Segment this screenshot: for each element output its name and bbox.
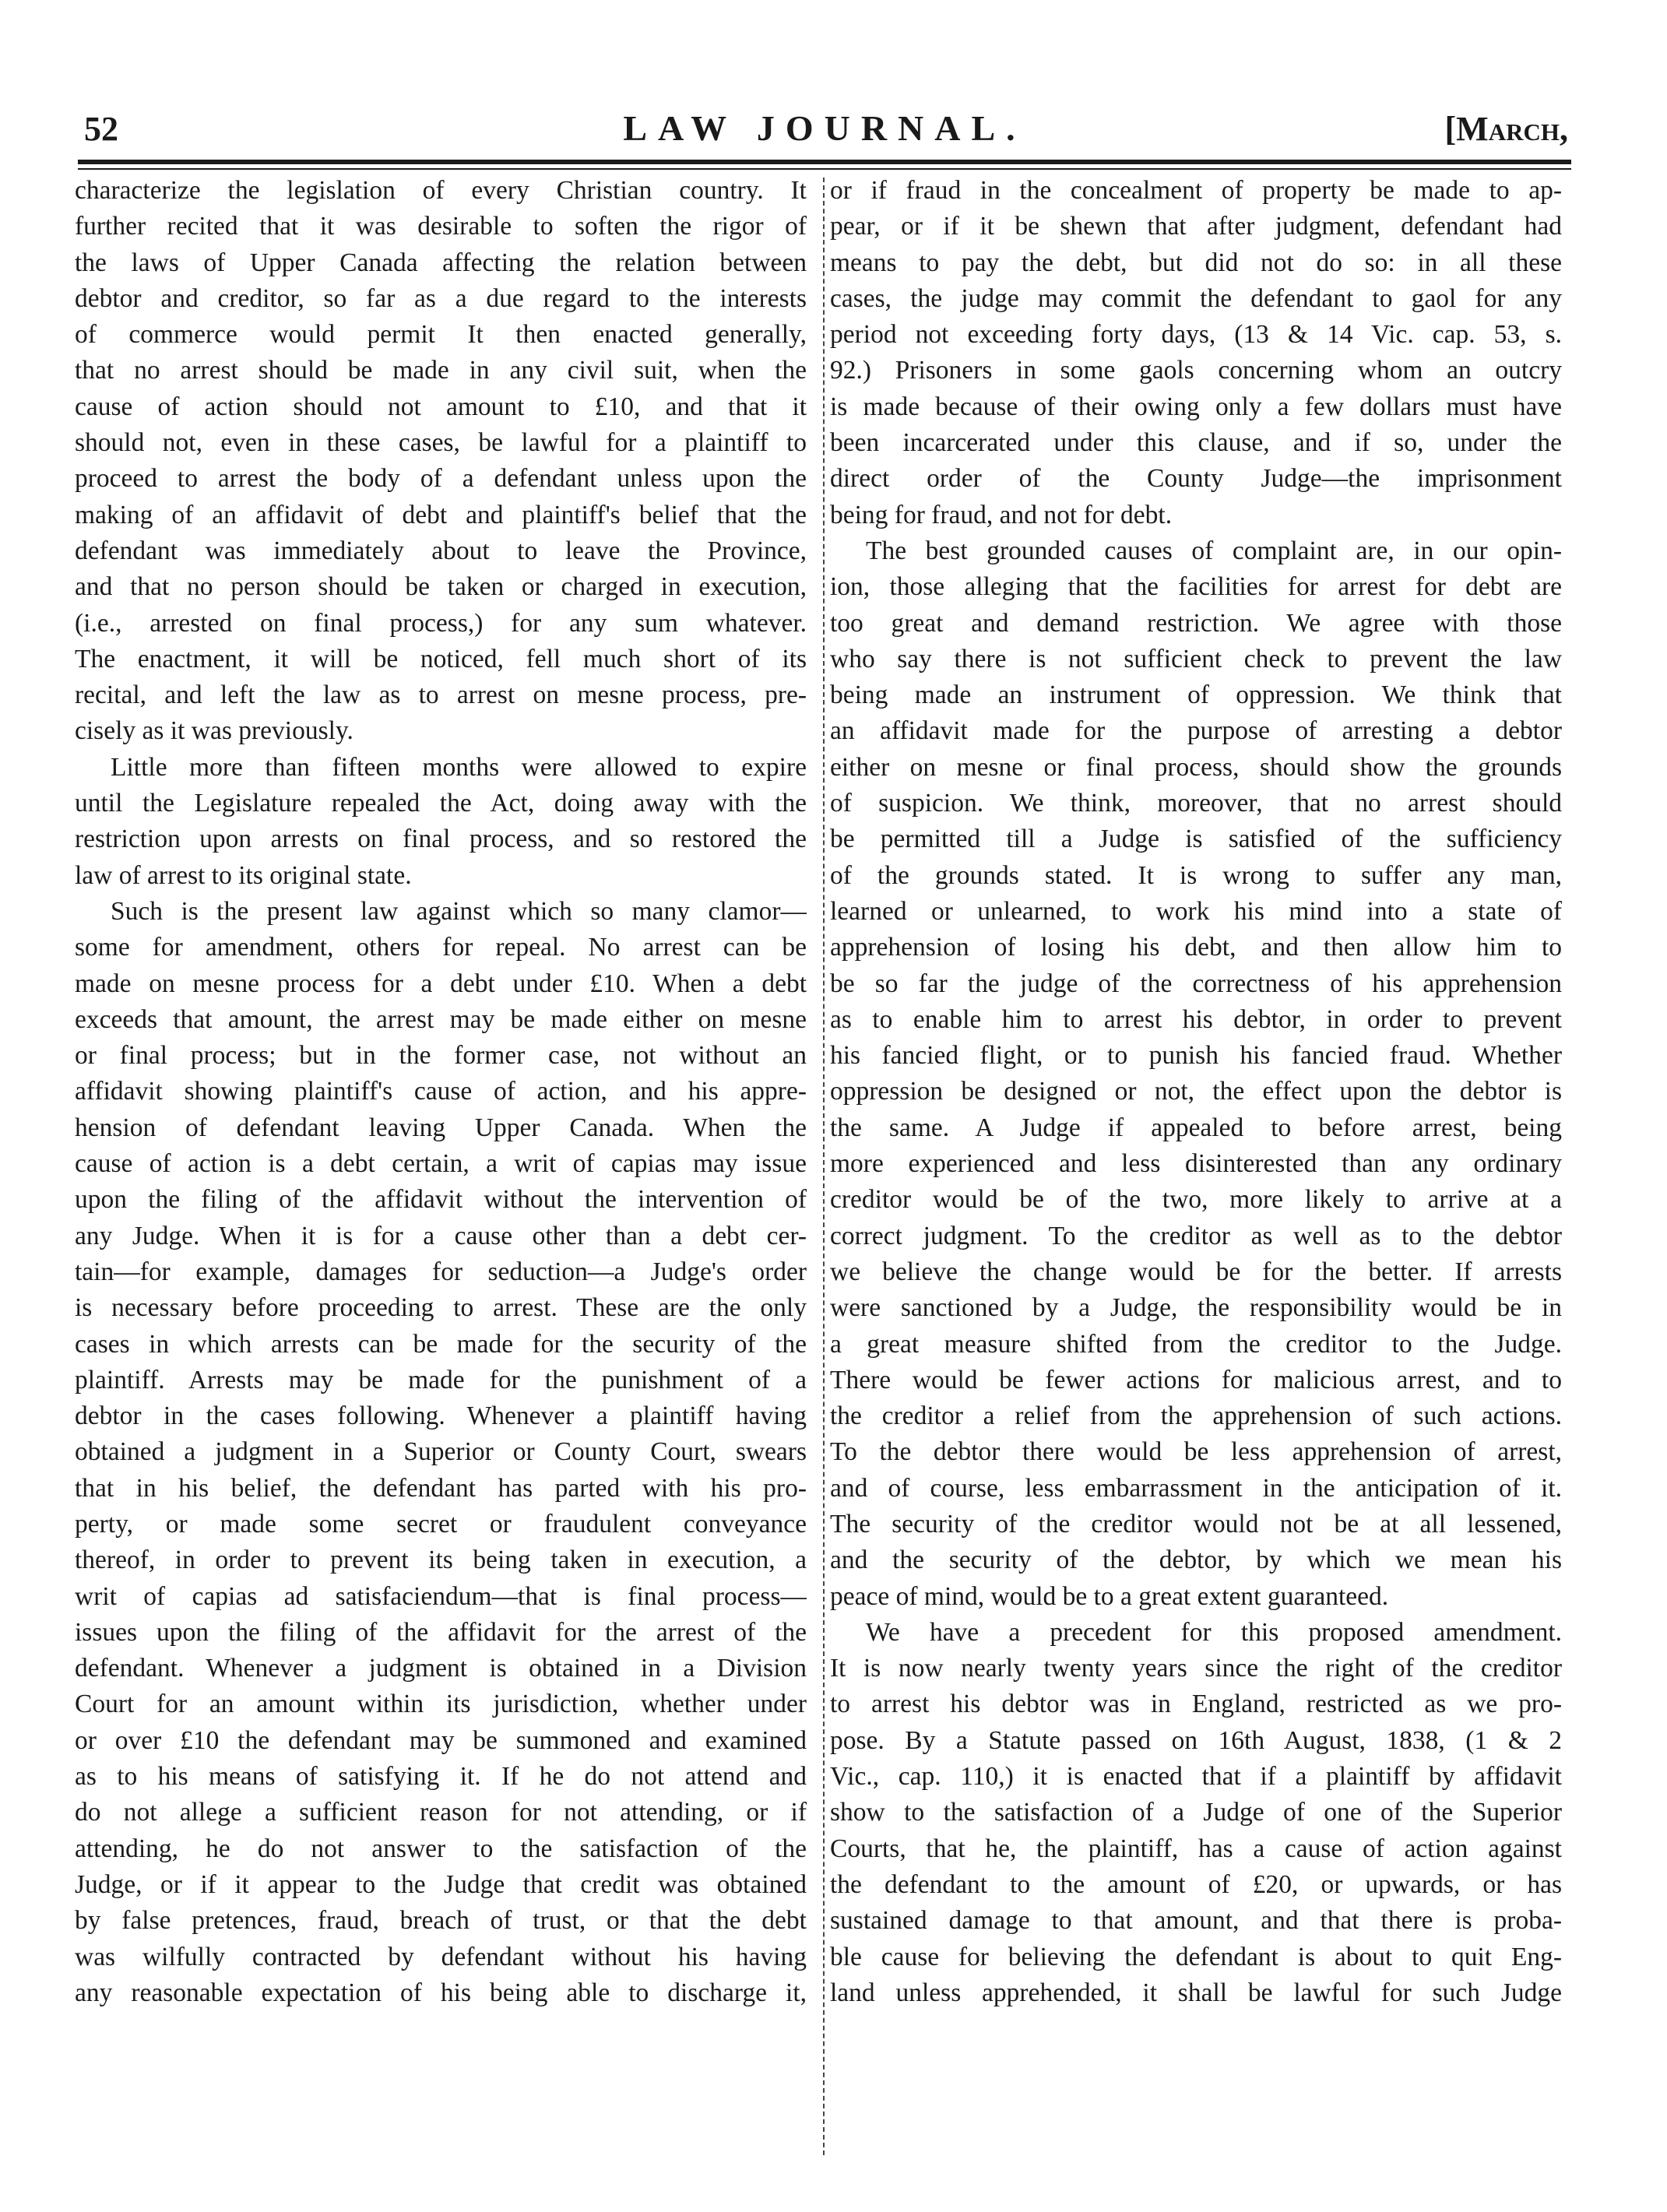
text-line: and that no person should be taken or charged in execution,: [75, 572, 807, 602]
text-line: writ of capias ad satisfaciendum—that is final process—: [75, 1581, 807, 1611]
text-line: learned or unlearned, to work his mind into a state of: [830, 896, 1562, 926]
text-line: exceeds that amount, the arrest may be made either on mesne: [75, 1004, 807, 1034]
text-line: his fancied flight, or to punish his fancied fraud. Whether: [830, 1041, 1562, 1071]
text-line: defendant. Whenever a judgment is obtained in a Division: [75, 1654, 807, 1683]
text-line: perty, or made some secret or fraudulent conveyance: [75, 1509, 807, 1539]
text-line: made on mesne process for a debt under £10. When a debt: [75, 969, 807, 998]
text-line: plaintiff. Arrests may be made for the punishment of a: [75, 1365, 807, 1394]
text-line: proceed to arrest the body of a defendant unless upon the: [75, 464, 807, 494]
text-line: thereof, in order to prevent its being taken in execution, a: [75, 1546, 807, 1575]
text-line: defendant was immediately about to leave the Province,: [75, 536, 807, 565]
text-line: law of arrest to its original state.: [75, 860, 412, 890]
text-line: recital, and left the law as to arrest on mesne process, pre-: [75, 680, 807, 710]
text-line: oppression be designed or not, the effect upon the debtor is: [830, 1077, 1562, 1106]
text-line: of commerce would permit It then enacted generally,: [75, 320, 807, 350]
text-line: 92.) Prisoners in some gaols concerning whom an outcry: [830, 356, 1562, 385]
text-line: any reasonable expectation of his being able to discharge it,: [75, 1978, 807, 2007]
text-line: Courts, that he, the plaintiff, has a cause of action against: [830, 1834, 1562, 1863]
text-line: sustained damage to that amount, and that there is proba-: [830, 1906, 1562, 1936]
text-line: as to his means of satisfying it. If he do not attend and: [75, 1762, 807, 1792]
text-line: restriction upon arrests on final process, and so restored the: [75, 825, 807, 854]
text-line: cause of action should not amount to £10, and that it: [75, 392, 807, 421]
text-line: or if fraud in the concealment of property be made to ap-: [830, 176, 1562, 205]
text-line: is necessary before proceeding to arrest. These are the only: [75, 1293, 807, 1323]
text-line: Court for an amount within its jurisdiction, whether under: [75, 1690, 807, 1719]
text-line: of suspicion. We think, moreover, that no arrest should: [830, 789, 1562, 818]
text-line: any Judge. When it is for a cause other than a debt cer-: [75, 1221, 807, 1250]
text-line: We have a precedent for this proposed amendment.: [866, 1617, 1562, 1647]
text-line: being made an instrument of oppression. We think that: [830, 680, 1562, 710]
text-line: means to pay the debt, but did not do so: in all these: [830, 248, 1562, 277]
text-line: cisely as it was previously.: [75, 716, 353, 746]
text-line: be permitted till a Judge is satisfied of the sufficiency: [830, 825, 1562, 854]
right-column: [830, 173, 1562, 2011]
header-rule-thin: [78, 168, 1571, 170]
text-line: was wilfully contracted by defendant without his having: [75, 1942, 807, 1971]
header-rule-thick: [78, 160, 1571, 164]
text-line: that in his belief, the defendant has parted with his pro-: [75, 1473, 807, 1503]
text-line: the defendant to the amount of £20, or upwards, or has: [830, 1869, 1562, 1899]
text-line: or final process; but in the former case, not without an: [75, 1041, 807, 1071]
text-line: direct order of the County Judge—the imprisonment: [830, 464, 1562, 494]
text-line: the creditor a relief from the apprehension of such actions.: [830, 1401, 1562, 1431]
text-line: peace of mind, would be to a great extent guaranteed.: [830, 1581, 1389, 1611]
text-line: land unless apprehended, it shall be lawful for such Judge: [830, 1978, 1562, 2007]
text-line: further recited that it was desirable to soften the rigor of: [75, 212, 807, 241]
column-divider: [823, 178, 825, 2155]
text-line: cause of action is a debt certain, a writ of capias may issue: [75, 1149, 807, 1179]
text-line: who say there is not sufficient check to prevent the law: [830, 644, 1562, 673]
text-line: pear, or if it be shewn that after judgment, defendant had: [830, 212, 1562, 241]
text-line: ion, those alleging that the facilities for arrest for debt are: [830, 572, 1562, 602]
text-line: cases, the judge may commit the defendant to gaol for any: [830, 283, 1562, 313]
text-line: until the Legislature repealed the Act, doing away with the: [75, 789, 807, 818]
page-number: 52: [84, 110, 118, 148]
text-line: some for amendment, others for repeal. No arrest can be: [75, 933, 807, 962]
text-line: or over £10 the defendant may be summoned and examined: [75, 1725, 807, 1755]
text-line: It is now nearly twenty years since the right of the creditor: [830, 1654, 1562, 1683]
text-line: is made because of their owing only a few dollars must have: [830, 392, 1562, 421]
text-line: obtained a judgment in a Superior or County Court, swears: [75, 1437, 807, 1467]
left-column: [75, 173, 807, 2011]
text-line: upon the filing of the affidavit without the intervention of: [75, 1185, 807, 1215]
text-line: that no arrest should be made in any civil suit, when the: [75, 356, 807, 385]
text-line: Little more than fifteen months were allowed to expire: [111, 752, 807, 782]
text-line: Judge, or if it appear to the Judge that credit was obtained: [75, 1869, 807, 1899]
text-line: hension of defendant leaving Upper Canada. When the: [75, 1113, 807, 1142]
text-line: The security of the creditor would not be at all lessened,: [830, 1509, 1562, 1539]
text-line: an affidavit made for the purpose of arresting a debtor: [830, 716, 1562, 746]
text-line: apprehension of losing his debt, and then allow him to: [830, 933, 1562, 962]
text-line: be so far the judge of the correctness of his apprehension: [830, 969, 1562, 998]
text-line: to arrest his debtor was in England, restricted as we pro-: [830, 1690, 1562, 1719]
text-line: characterize the legislation of every Christian country. It: [75, 176, 807, 205]
text-line: (i.e., arrested on final process,) for any sum whatever.: [75, 608, 807, 638]
text-line: been incarcerated under this clause, and if so, under the: [830, 428, 1562, 458]
text-line: making of an affidavit of debt and plaintiff's belief that the: [75, 500, 807, 529]
text-line: issues upon the filing of the affidavit for the arrest of the: [75, 1617, 807, 1647]
text-line: show to the satisfaction of a Judge of one of the Superior: [830, 1798, 1562, 1827]
text-line: the laws of Upper Canada affecting the relation between: [75, 248, 807, 277]
issue-month: [March,: [1444, 110, 1568, 148]
text-line: were sanctioned by a Judge, the responsibility would be in: [830, 1293, 1562, 1323]
text-line: either on mesne or final process, should show the grounds: [830, 752, 1562, 782]
text-line: of the grounds stated. It is wrong to suffer any man,: [830, 860, 1562, 890]
text-line: Vic., cap. 110,) it is enacted that if a plaintiff by affidavit: [830, 1762, 1562, 1792]
text-line: pose. By a Statute passed on 16th August, 1838, (1 & 2: [830, 1725, 1562, 1755]
text-line: attending, he do not answer to the satisfaction of the: [75, 1834, 807, 1863]
text-line: period not exceeding forty days, (13 & 14 Vic. cap. 53, s.: [830, 320, 1562, 350]
text-line: To the debtor there would be less apprehension of arrest,: [830, 1437, 1562, 1467]
text-line: affidavit showing plaintiff's cause of action, and his appre-: [75, 1077, 807, 1106]
text-line: debtor and creditor, so far as a due regard to the interests: [75, 283, 807, 313]
text-line: creditor would be of the two, more likely to arrive at a: [830, 1185, 1562, 1215]
text-line: The enactment, it will be noticed, fell much short of its: [75, 644, 807, 673]
text-line: do not allege a sufficient reason for not attending, or if: [75, 1798, 807, 1827]
text-line: debtor in the cases following. Whenever a plaintiff having: [75, 1401, 807, 1431]
text-line: the same. A Judge if appealed to before arrest, being: [830, 1113, 1562, 1142]
journal-title: LAW JOURNAL.: [623, 108, 1026, 148]
text-line: and of course, less embarrassment in the anticipation of it.: [830, 1473, 1562, 1503]
text-line: and the security of the debtor, by which we mean his: [830, 1546, 1562, 1575]
text-line: as to enable him to arrest his debtor, in order to prevent: [830, 1004, 1562, 1034]
text-line: should not, even in these cases, be lawful for a plaintiff to: [75, 428, 807, 458]
text-line: being for fraud, and not for debt.: [830, 500, 1173, 529]
text-line: we believe the change would be for the better. If arrests: [830, 1257, 1562, 1286]
text-line: Such is the present law against which so many clamor—: [111, 896, 807, 926]
text-line: The best grounded causes of complaint are, in our opin-: [866, 536, 1562, 565]
text-line: more experienced and less disinterested than any ordinary: [830, 1149, 1562, 1179]
text-line: by false pretences, fraud, breach of trust, or that the debt: [75, 1906, 807, 1936]
page-header: [78, 103, 1571, 149]
text-line: tain—for example, damages for seduction—a Judge's order: [75, 1257, 807, 1286]
text-line: ble cause for believing the defendant is about to quit Eng-: [830, 1942, 1562, 1971]
text-line: cases in which arrests can be made for the security of the: [75, 1329, 807, 1359]
text-line: a great measure shifted from the creditor to the Judge.: [830, 1329, 1562, 1359]
text-line: There would be fewer actions for malicious arrest, and to: [830, 1365, 1562, 1394]
text-line: too great and demand restriction. We agree with those: [830, 608, 1562, 638]
text-line: correct judgment. To the creditor as well as to the debtor: [830, 1221, 1562, 1250]
